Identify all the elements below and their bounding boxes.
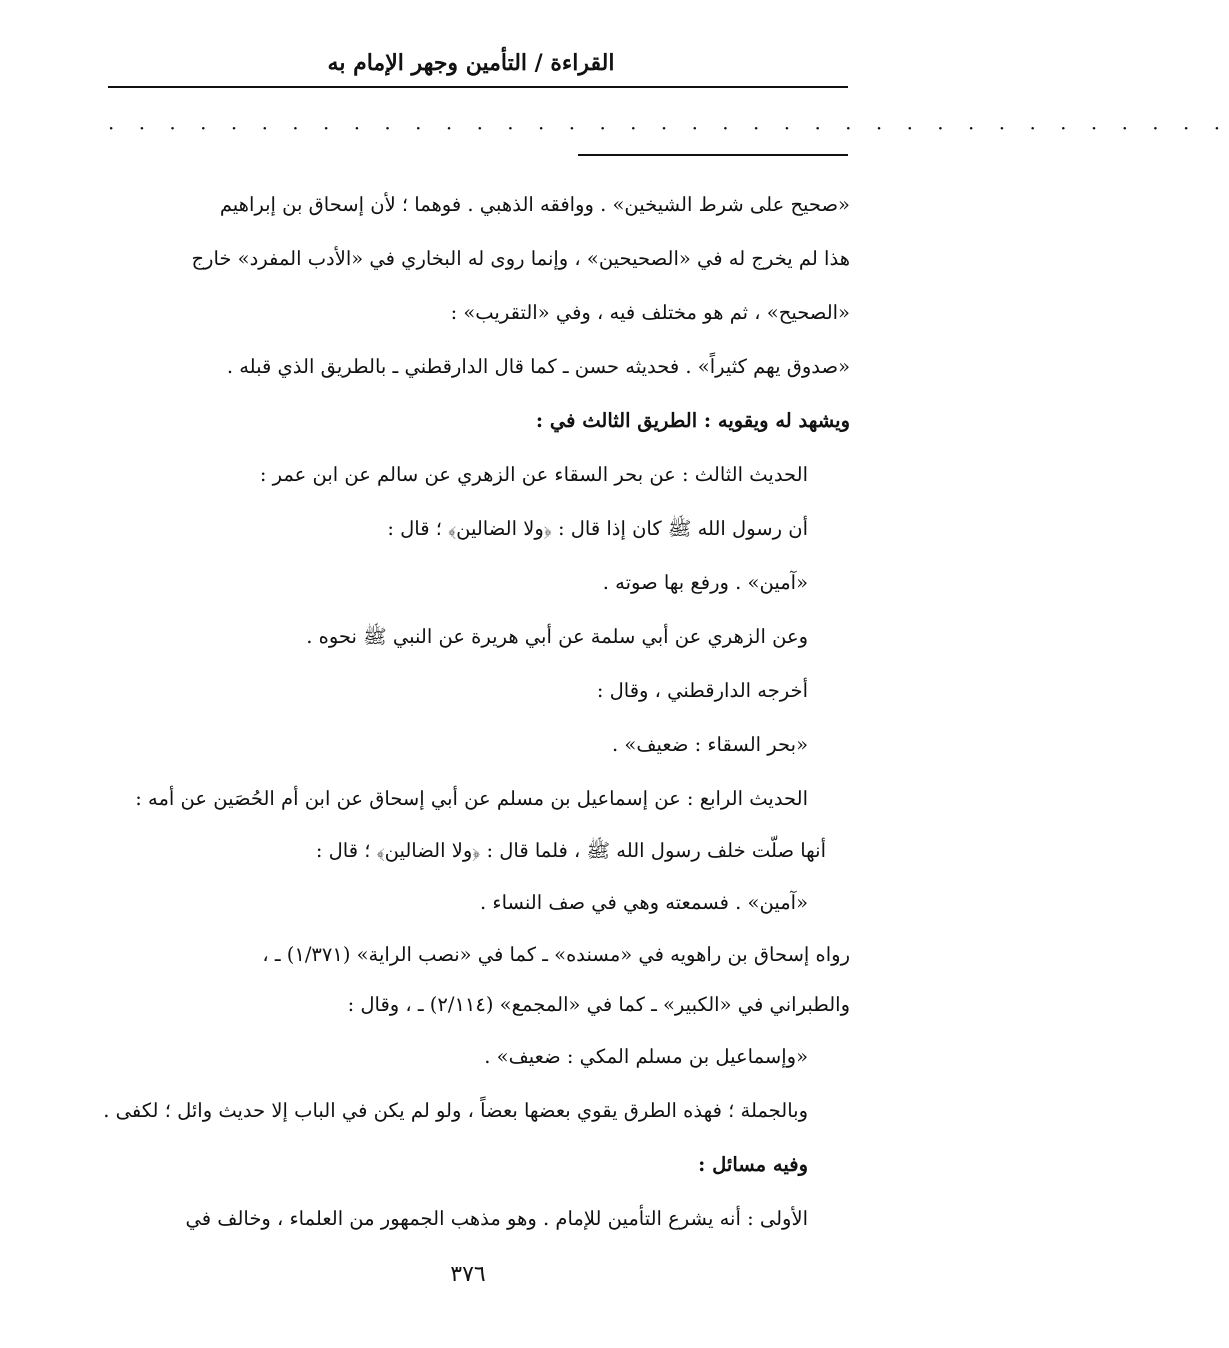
text-line: أن رسول الله ﷺ كان إذا قال : ﴿ولا الضالين﴾ ؛ قال : [387, 517, 808, 540]
text-line: رواه إسحاق بن راهويه في «مسنده» ـ كما في «نصب الراية» (١/٣٧١) ـ ، [262, 943, 850, 966]
header-rule [108, 86, 848, 88]
text-line: «الصحيح» ، ثم هو مختلف فيه ، وفي «التقريب» : [450, 301, 850, 324]
dotted-separator: · · · · · · · · · · · · · · · · · · · · · · · · · · · · · · · · · · · · · [108, 116, 1229, 140]
text-line: هذا لم يخرج له في «الصحيحين» ، وإنما روى له البخاري في «الأدب المفرد» خارج [191, 247, 850, 270]
text-line: «صدوق يهم كثيراً» . فحديثه حسن ـ كما قال الدارقطني ـ بالطريق الذي قبله . [226, 355, 850, 378]
text-line: وبالجملة ؛ فهذه الطرق يقوي بعضها بعضاً ، ولو لم يكن في الباب إلا حديث وائل ؛ لكفى . [103, 1099, 808, 1122]
page-number: ٣٧٦ [450, 1262, 486, 1287]
text-line: أخرجه الدارقطني ، وقال : [596, 679, 808, 702]
text-line: الأولى : أنه يشرع التأمين للإمام . وهو مذهب الجمهور من العلماء ، وخالف في [185, 1207, 808, 1230]
text-line: ويشهد له ويقويه : الطريق الثالث في : [535, 409, 850, 432]
text-line: وفيه مسائل : [698, 1153, 808, 1176]
text-line: «وإسماعيل بن مسلم المكي : ضعيف» . [484, 1045, 808, 1068]
text-line: «صحيح على شرط الشيخين» . ووافقه الذهبي . فوهما ؛ لأن إسحاق بن إبراهيم [219, 193, 850, 216]
text-line: «بحر السقاء : ضعيف» . [612, 733, 808, 756]
hadith-heading: الحديث الثالث : عن بحر السقاء عن الزهري عن سالم عن ابن عمر : [259, 463, 808, 486]
text-line: وعن الزهري عن أبي سلمة عن أبي هريرة عن النبي ﷺ نحوه . [306, 625, 808, 648]
text-line: والطبراني في «الكبير» ـ كما في «المجمع» (٢/١١٤) ـ ، وقال : [347, 993, 850, 1016]
text-line: «آمين» . فسمعته وهي في صف النساء . [480, 891, 808, 914]
running-title: القراءة / التأمين وجهر الإمام به [327, 50, 615, 76]
main-text [100, 178, 850, 1246]
hadith-heading: الحديث الرابع : عن إسماعيل بن مسلم عن أبي إسحاق عن ابن أم الحُصَين عن أمه : [135, 787, 808, 810]
footnote-rule [578, 154, 848, 156]
text-line: أنها صلّت خلف رسول الله ﷺ ، فلما قال : ﴿ولا الضالين﴾ ؛ قال : [315, 839, 826, 862]
text-line: «آمين» . ورفع بها صوته . [602, 571, 808, 594]
